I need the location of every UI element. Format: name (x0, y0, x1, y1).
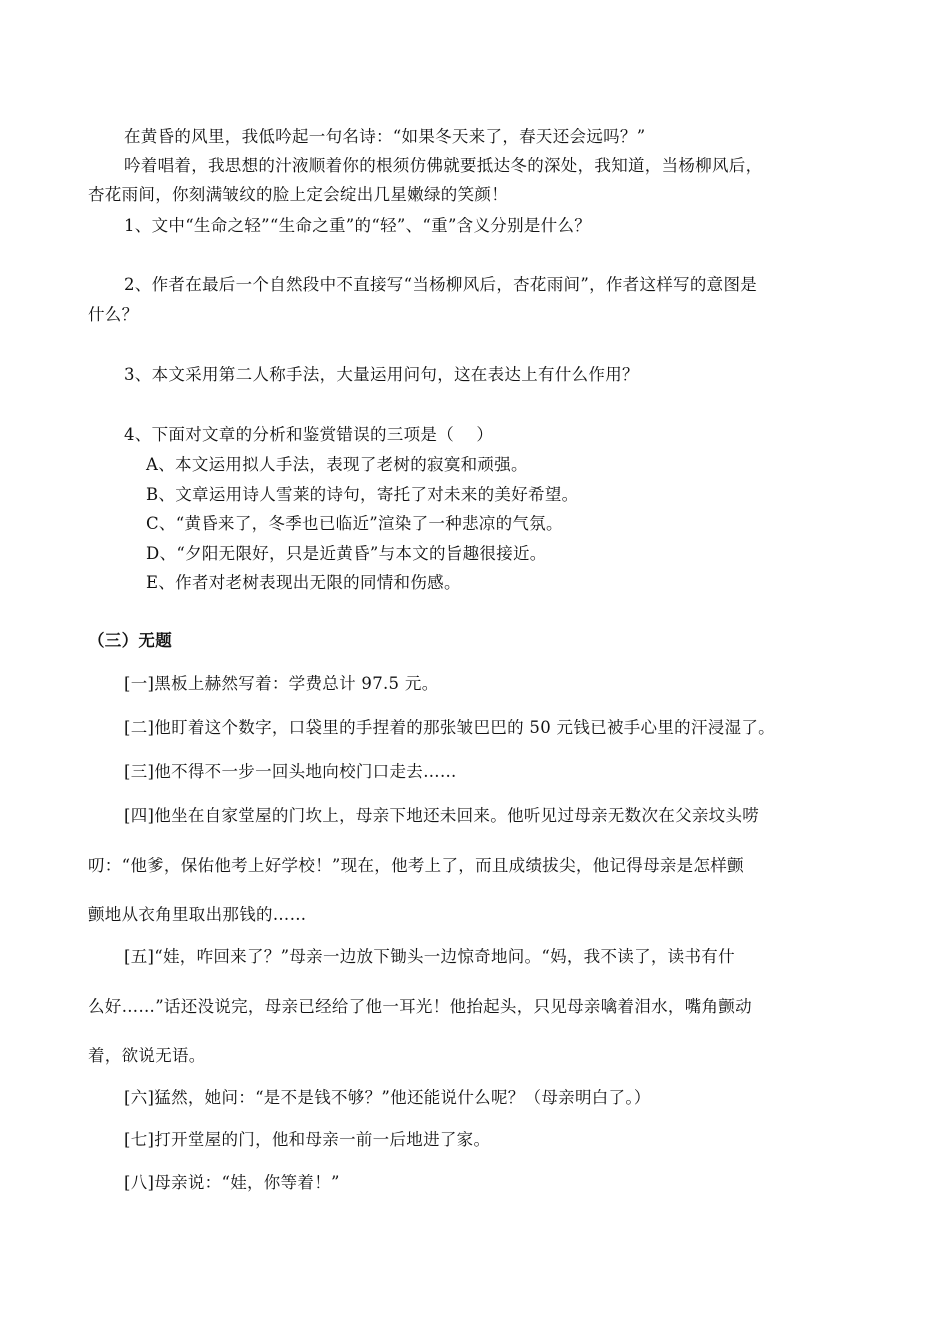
story-paragraph-4-continuation: 颤地从衣角里取出那钱的…… (88, 905, 307, 924)
option-e: E、作者对老树表现出无限的同情和伤感。 (146, 573, 461, 592)
story-paragraph-2: [二]他盯着这个数字，口袋里的手捏着的那张皱巴巴的 50 元钱已被手心里的汗浸湿了。 (124, 718, 775, 737)
story-paragraph-7: [七]打开堂屋的门，他和母亲一前一后地进了家。 (124, 1130, 491, 1149)
story-paragraph-5-continuation: 么好……”话还没说完，母亲已经给了他一耳光！他抬起头，只见母亲噙着泪水，嘴角颤动 (88, 997, 752, 1016)
section-heading: （三）无题 (88, 631, 172, 650)
passage-paragraph: 在黄昏的风里，我低吟起一句名诗：“如果冬天来了，春天还会远吗？” (124, 127, 646, 146)
option-d: D、“夕阳无限好，只是近黄昏”与本文的旨趣很接近。 (146, 544, 547, 563)
story-paragraph-6: [六]猛然，她问：“是不是钱不够？”他还能说什么呢？（母亲明白了。） (124, 1088, 651, 1107)
story-paragraph-5: [五]“娃，咋回来了？”母亲一边放下锄头一边惊奇地问。“妈，我不读了，读书有什 (124, 947, 735, 966)
passage-paragraph: 吟着唱着，我思想的汁液顺着你的根须仿佛就要抵达冬的深处，我知道，当杨柳风后， (124, 156, 763, 175)
story-paragraph-4: [四]他坐在自家堂屋的门坎上，母亲下地还未回来。他听见过母亲无数次在父亲坟头唠 (124, 806, 760, 825)
question-3: 3、本文采用第二人称手法，大量运用问句，这在表达上有什么作用？ (124, 365, 639, 384)
story-paragraph-1: [一]黑板上赫然写着：学费总计 97.5 元。 (124, 674, 439, 693)
story-paragraph-3: [三]他不得不一步一回头地向校门口走去…… (124, 762, 457, 781)
question-2-continuation: 什么？ (88, 305, 139, 324)
story-paragraph-4-continuation: 叨：“他爹，保佑他考上好学校！”现在，他考上了，而且成绩拔尖，他记得母亲是怎样颤 (88, 856, 744, 875)
story-paragraph-5-continuation: 着，欲说无语。 (88, 1046, 206, 1065)
story-paragraph-8: [八]母亲说：“娃，你等着！” (124, 1173, 340, 1192)
question-2: 2、作者在最后一个自然段中不直接写“当杨柳风后，杏花雨间”，作者这样写的意图是 (124, 275, 758, 294)
option-a: A、本文运用拟人手法，表现了老树的寂寞和顽强。 (146, 455, 528, 474)
passage-paragraph-continuation: 杏花雨间，你刻满皱纹的脸上定会绽出几星嫩绿的笑颜！ (88, 185, 508, 204)
option-b: B、文章运用诗人雪莱的诗句，寄托了对未来的美好希望。 (146, 485, 579, 504)
option-c: C、“黄昏来了，冬季也已临近”渲染了一种悲凉的气氛。 (146, 514, 563, 533)
question-1: 1、文中“生命之轻”“生命之重”的“轻”、“重”含义分别是什么？ (124, 216, 592, 235)
question-4: 4、下面对文章的分析和鉴赏错误的三项是（ ） (124, 425, 494, 444)
